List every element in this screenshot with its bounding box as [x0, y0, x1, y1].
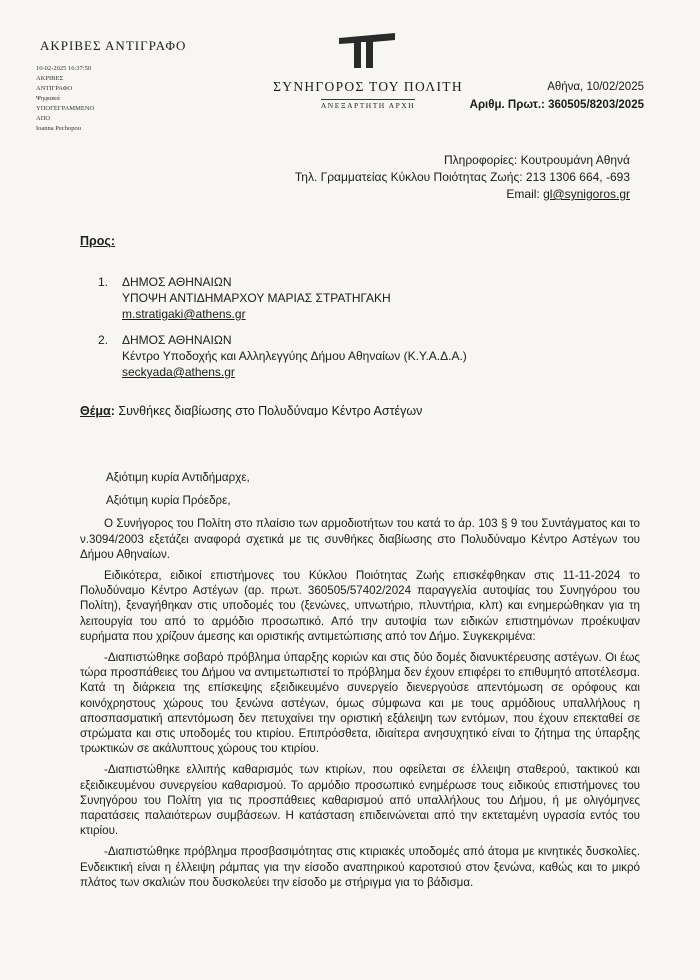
letter-body [80, 470, 640, 896]
finding-item: -Διαπιστώθηκε σοβαρό πρόβλημα ύπαρξης κοριών και στις δύο δομές διανυκτέρευσης αστέγων. Οι έως τώρα προσπάθειες του Δήμου να αντιμετωπιστεί το πρόβλημα δεν έχουν επιφέρει το επιθυμητό αποτέλεσμα. Κατά τη διάρκεια της επίσκεψης εξειδικευμένο συνεργείο διενεργούσε απεντόμωση σε ορόφους και κοινόχρηστους χώρους του ξενώνα αστέγων, όμως σύμφωνα και με τους αρμόδιους υπαλλήλους η αποσπασματική απεντόμωση δεν πετυχαίνει την οριστική εξάλειψη των εντόμων, που έχουν επεκταθεί σε στρώματα και στις υποδομές του κτιρίου. Επιπρόσθετα, ιδιαίτερα ανησυχητικό είναι το ζήτημα της ύπαρξης τρωκτικών σε ακάλυπτους χώρους του κτιρίου. [80, 651, 640, 756]
contact-email-line [295, 186, 630, 203]
date-block [470, 78, 644, 114]
document-date: Αθήνα, 10/02/2025 [547, 81, 644, 93]
finding-item: -Διαπιστώθηκε πρόβλημα προσβασιμότητας στις κτιριακές υποδομές από άτομα με κινητικές δυσκολίες. Ενδεικτική είναι η έλλειψη ράμπας για την είσοδο αναπηρικού καροτσιού στον ξενώνα, καθώς και το μικρό πλάτος των σκαλιών που δυσκολεύει την είσοδο με στήριγμα για το βάδισμα. [80, 845, 640, 889]
recipients-list [98, 274, 467, 390]
recipient-attention: ΥΠΟΨΗ ΑΝΤΙΔΗΜΑΡΧΟΥ ΜΑΡΙΑΣ ΣΤΡΑΤΗΓΑΚΗ [122, 291, 391, 305]
recipient-number: 1. [98, 275, 109, 289]
stamp-line: ΥΠΟΓΕΓΡΑΜΜΕΝΟ [36, 105, 95, 112]
subject-label: Θέμα [80, 404, 111, 418]
contact-email-link[interactable]: gl@synigoros.gr [543, 187, 630, 201]
recipient-item [98, 332, 467, 380]
paragraph: Ο Συνήγορος του Πολίτη στο πλαίσιο των αρμοδιοτήτων του κατά το άρ. 103 § 9 του Συντάγματος και το ν.3094/2003 εξετάζει αναφορά σχετικά με τις συνθήκες διαβίωσης στο Πολυδύναμο Κέντρο Αστέγων του Δήμου Αθηναίων. [80, 517, 640, 561]
greeting: Αξιότιμη κυρία Πρόεδρε, [106, 494, 231, 508]
recipients-heading: Προς: [80, 234, 116, 248]
recipient-attention: Κέντρο Υποδοχής και Αλληλεγγύης Δήμου Αθηναίων (Κ.Υ.Α.Δ.Α.) [122, 349, 467, 363]
recipient-org: ΔΗΜΟΣ ΑΘΗΝΑΙΩΝ [122, 333, 232, 347]
secretariat-phone: Τηλ. Γραμματείας Κύκλου Ποιότητας Ζωής: 213 1306 664, -693 [294, 170, 630, 184]
stamp-line: ΑΠΟ [36, 115, 51, 122]
contact-person: Πληροφορίες: Κουτρουμάνη Αθηνά [444, 153, 630, 167]
certified-copy-stamp [18, 38, 198, 134]
organization-name: ΣΥΝΗΓΟΡΟΣ ΤΟΥ ΠΟΛΙΤΗ [273, 79, 463, 94]
subject-line: Θέμα: Συνθήκες διαβίωσης στο Πολυδύναμο Κέντρο Αστέγων [80, 404, 423, 418]
recipient-org: ΔΗΜΟΣ ΑΘΗΝΑΙΩΝ [122, 275, 232, 289]
stamp-line: Ioanna Pechopou [36, 125, 81, 132]
finding-item: -Διαπιστώθηκε ελλιπής καθαρισμός των κτιρίων, που οφείλεται σε έλλειψη σταθερού, τακτικού και εξειδικευμένου συνεργείου καθαρισμού. Το αρμόδιο προσωπικό ενημέρωσε τους ειδικούς επιστήμονες του Συνηγόρου του Πολίτη για τις προσπάθειες καθαρισμού από υπαλλήλους του Δήμου, ή με ολιγόμηνες παρατάσεις παλαιότερων συμβάσεων. Η κατάσταση επιδεινώνεται από την εκτεταμένη υγρασία εντός του κτιρίου. [80, 763, 640, 838]
stamp-title: ΑΚΡΙΒΕΣ ΑΝΤΙΓΡΑΦΟ [40, 38, 187, 53]
stamp-line: Ψηφιακά [36, 95, 60, 102]
recipient-email-link[interactable]: m.stratigaki@athens.gr [122, 307, 246, 321]
stamp-line: ΑΚΡΙΒΕΣ [36, 75, 64, 82]
recipient-number: 2. [98, 333, 109, 347]
protocol-number: Αριθμ. Πρωτ.: 360505/8203/2025 [469, 99, 644, 111]
recipient-item [98, 274, 467, 322]
stamp-signature-block [36, 64, 198, 134]
greeting: Αξιότιμη κυρία Αντιδήμαρχε, [106, 471, 250, 484]
ombudsman-logo-icon [333, 30, 403, 72]
ombudsman-logo [258, 30, 478, 113]
email-label: Email: [506, 187, 544, 201]
stamp-line: 10-02-2025 16:37:50 [36, 65, 92, 72]
paragraph: Ειδικότερα, ειδικοί επιστήμονες του Κύκλου Ποιότητας Ζωής επισκέφθηκαν στις 11-11-2024 το Πολυδύναμο Κέντρο Αστέγων (αρ. πρωτ. 360505/57402/2024 παραγγελία αυτοψίας του Συνηγόρου του Πολίτη), ξεναγήθηκαν στις υποδομές του (ξενώνες, υπνωτήριο, πλυντήρια, κλπ) και ενημερώθηκαν για τη λειτουργία του από το αρμόδιο προσωπικό. Από την αυτοψία των ειδικών επιστημόνων προέκυψαν ευρήματα που χρίζουν άμεσης και οριστικής αντιμετώπισης από τον Δήμο. Συγκεκριμένα: [80, 569, 640, 643]
subject-text: Συνθήκες διαβίωσης στο Πολυδύναμο Κέντρο Αστέγων [118, 404, 423, 418]
stamp-line: ΑΝΤΙΓΡΑΦΟ [36, 85, 73, 92]
contact-info [295, 152, 630, 203]
organization-subtitle: ΑΝΕΞΑΡΤΗΤΗ ΑΡΧΗ [320, 101, 416, 110]
recipient-email-link[interactable]: seckyada@athens.gr [122, 365, 235, 379]
